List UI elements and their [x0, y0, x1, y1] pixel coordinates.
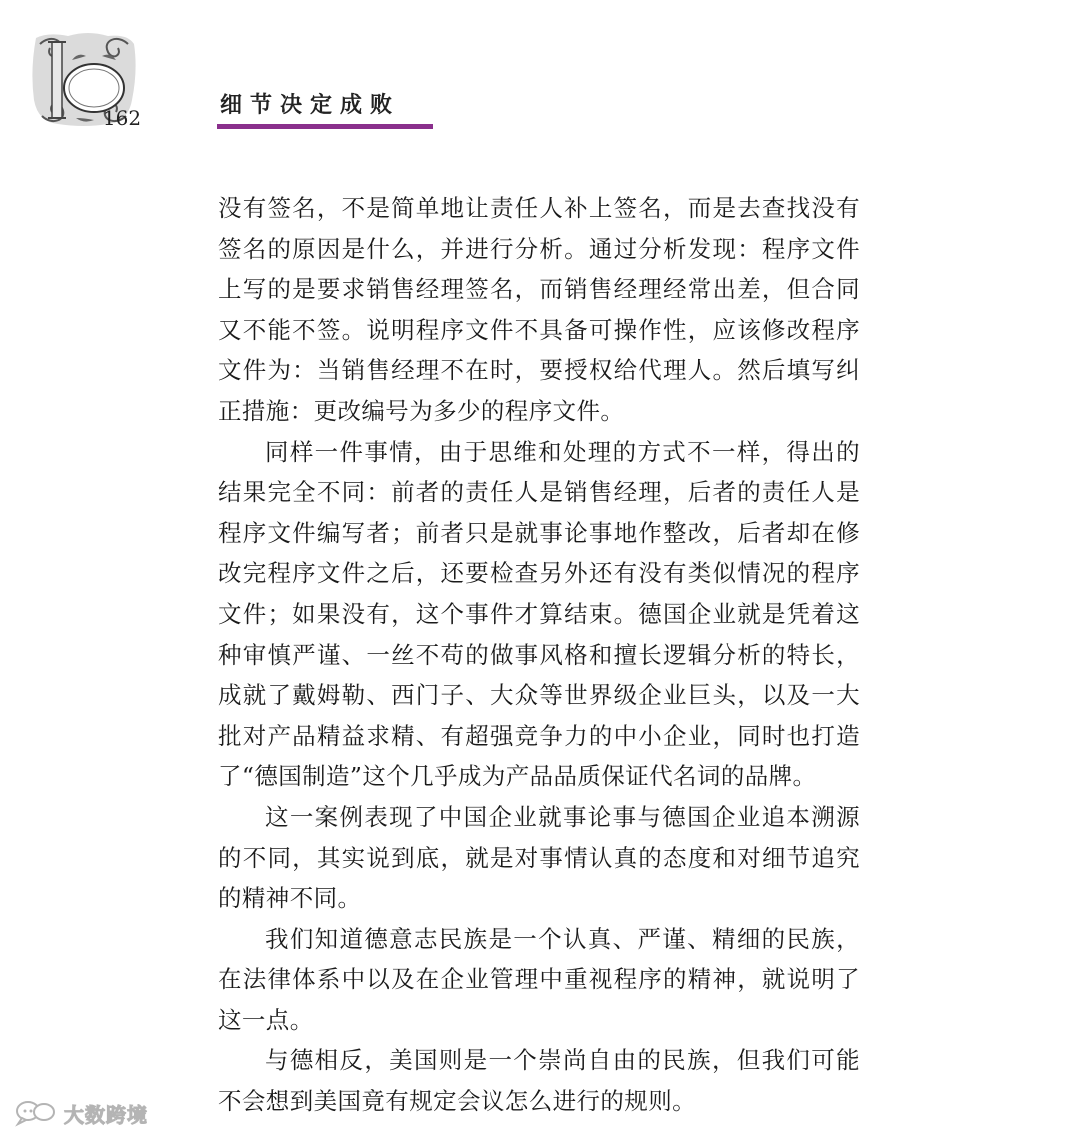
speech-bubble-logo-icon [14, 1099, 58, 1127]
watermark-text: 大数跨境 [64, 1102, 148, 1127]
watermark [14, 1098, 148, 1128]
running-title: 细节决定成败 [220, 93, 401, 118]
page-number-ornament [28, 30, 140, 130]
body-text [218, 188, 860, 1122]
paragraph: 这一案例表现了中国企业就事论事与德国企业追本溯源的不同，其实说到底，就是对事情认真的态度和对细节追究的精神不同。 [218, 802, 860, 913]
paragraph: 没有签名，不是简单地让责任人补上签名，而是去查找没有签名的原因是什么，并进行分析。通过分析发现：程序文件上写的是要求销售经理签名，而销售经理经常出差，但合同又不能不签。说明程序文件不具备可操作性，应该修改程序文件为：当销售经理不在时，要授权给代理人。然后填写纠正措施：更改编号为多少的程序文件。 [218, 194, 860, 425]
paragraph: 与德相反，美国则是一个崇尚自由的民族，但我们可能不会想到美国竟有规定会议怎么进行的规则。 [218, 1046, 860, 1116]
title-underline [217, 124, 433, 129]
paragraph: 同样一件事情，由于思维和处理的方式不一样，得出的结果完全不同：前者的责任人是销售经理，后者的责任人是程序文件编写者；前者只是就事论事地作整改，后者却在修改完程序文件之后，还要检查另外还有没有类似情况的程序文件；如果没有，这个事件才算结束。德国企业就是凭着这种审慎严谨、一丝不苟的做事风格和擅长逻辑分析的特长，成就了戴姆勒、西门子、大众等世界级企业巨头，以及一大批对产品精益求精、有超强竞争力的中小企业，同时也打造了“德国制造”这个几乎成为产品品质保证代名词的品牌。 [218, 437, 860, 791]
paragraph: 我们知道德意志民族是一个认真、严谨、精细的民族，在法律体系中以及在企业管理中重视程序的精神，就说明了这一点。 [218, 924, 860, 1034]
page-number: 162 [102, 106, 142, 130]
